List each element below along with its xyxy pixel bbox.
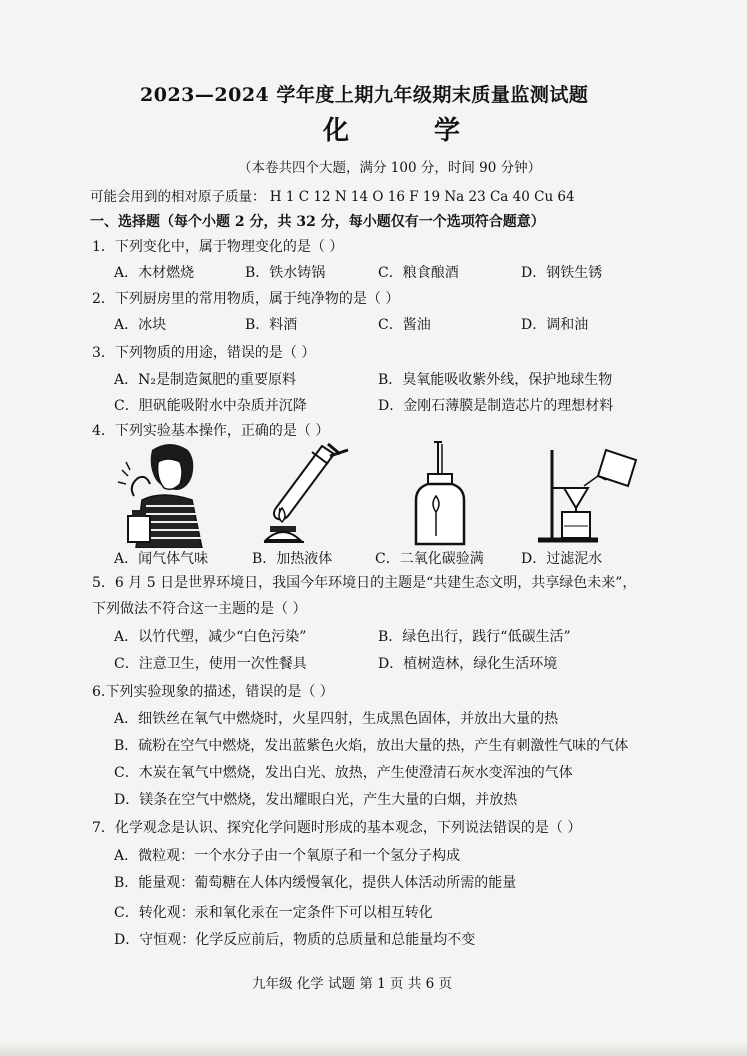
question-5-option-d: D．植树造林，绿化生活环境 [378,656,558,672]
question-6-option-b: B．硫粉在空气中燃烧，发出蓝紫色火焰，放出大量的热，产生有刺激性气味的气体 [114,738,629,754]
question-4-option-a: A．闻气体气味 [114,551,209,567]
question-3-stem: 3．下列物质的用途，错误的是（ ） [92,345,316,361]
smelling-gas-illustration [112,440,212,548]
filtration-illustration [534,446,642,548]
page-footer: 九年级 化学 试题 第 1 页 共 6 页 [252,976,453,992]
question-2-option-c: C．酱油 [378,317,431,333]
question-3-option-d: D．金刚石薄膜是制造芯片的理想材料 [378,398,614,414]
question-3-option-b: B．臭氧能吸收紫外线，保护地球生物 [378,372,613,388]
question-4-option-b: B．加热液体 [252,551,333,567]
question-6-option-a: A．细铁丝在氧气中燃烧时，火星四射，生成黑色固体，并放出大量的热 [114,711,559,727]
question-7-stem: 7．化学观念是认识、探究化学问题时形成的基本观念，下列说法错误的是（ ） [92,820,582,836]
question-2-stem: 2．下列厨房里的常用物质，属于纯净物的是（ ） [92,291,400,307]
question-1-option-c: C．粮食酿酒 [378,265,459,281]
section-title: 一、选择题（每个小题 2 分，共 32 分，每小题仅有一个选项符合题意） [90,214,545,230]
question-7-option-a: A．微粒观：一个水分子由一个氧原子和一个氢分子构成 [114,848,461,864]
question-2-option-b: B．料酒 [245,317,298,333]
atomic-masses: 可能会用到的相对原子质量： H 1 C 12 N 14 O 16 F 19 Na 23 Ca 40 Cu 64 [90,189,575,205]
question-3-option-a: A．N₂是制造氮肥的重要原料 [114,372,296,388]
question-5-option-c: C．注意卫生，使用一次性餐具 [114,656,307,672]
question-6-stem: 6.下列实验现象的描述，错误的是（ ） [92,684,334,700]
question-5-stem-continued: 下列做法不符合这一主题的是（ ） [92,601,307,617]
scan-bottom-edge [0,1042,747,1056]
question-4-stem: 4．下列实验基本操作，正确的是（ ） [92,423,330,439]
question-6-option-d: D．镁条在空气中燃烧，发出耀眼白光，产生大量的白烟，并放热 [114,792,518,808]
question-3-option-c: C．胆矾能吸附水中杂质并沉降 [114,398,307,414]
question-7-option-b: B．能量观：葡萄糖在人体内缓慢氧化，提供人体活动所需的能量 [114,875,517,891]
co2-check-illustration [412,440,472,548]
question-2-option-a: A．冰块 [114,317,167,333]
exam-title: 2023—2024 学年度上期九年级期末质量监测试题 [140,84,589,106]
question-6-option-c: C．木炭在氧气中燃烧，发出白光、放热，产生使澄清石灰水变浑浊的气体 [114,765,573,781]
heating-liquid-illustration [262,442,352,546]
exam-note: （本卷共四个大题，满分 100 分，时间 90 分钟） [238,160,542,176]
question-5-option-a: A．以竹代塑，减少“白色污染” [114,629,307,645]
question-5-stem: 5．6 月 5 日是世界环境日，我国今年环境日的主题是“共建生态文明，共享绿色未来”， [92,575,637,591]
question-5-option-b: B．绿色出行，践行“低碳生活” [378,629,571,645]
question-2-option-d: D．调和油 [521,317,589,333]
subject-title: 化 学 [323,116,499,146]
question-4-option-d: D．过滤泥水 [521,551,603,567]
question-7-option-d: D．守恒观：化学反应前后，物质的总质量和总能量均不变 [114,932,476,948]
question-1-stem: 1．下列变化中，属于物理变化的是（ ） [92,239,344,255]
question-7-option-c: C．转化观：汞和氧化汞在一定条件下可以相互转化 [114,905,433,921]
question-1-option-b: B．铁水铸锅 [245,265,326,281]
question-1-option-a: A．木材燃烧 [114,265,195,281]
question-4-option-c: C．二氧化碳验满 [375,551,484,567]
question-1-option-d: D．钢铁生锈 [521,265,603,281]
